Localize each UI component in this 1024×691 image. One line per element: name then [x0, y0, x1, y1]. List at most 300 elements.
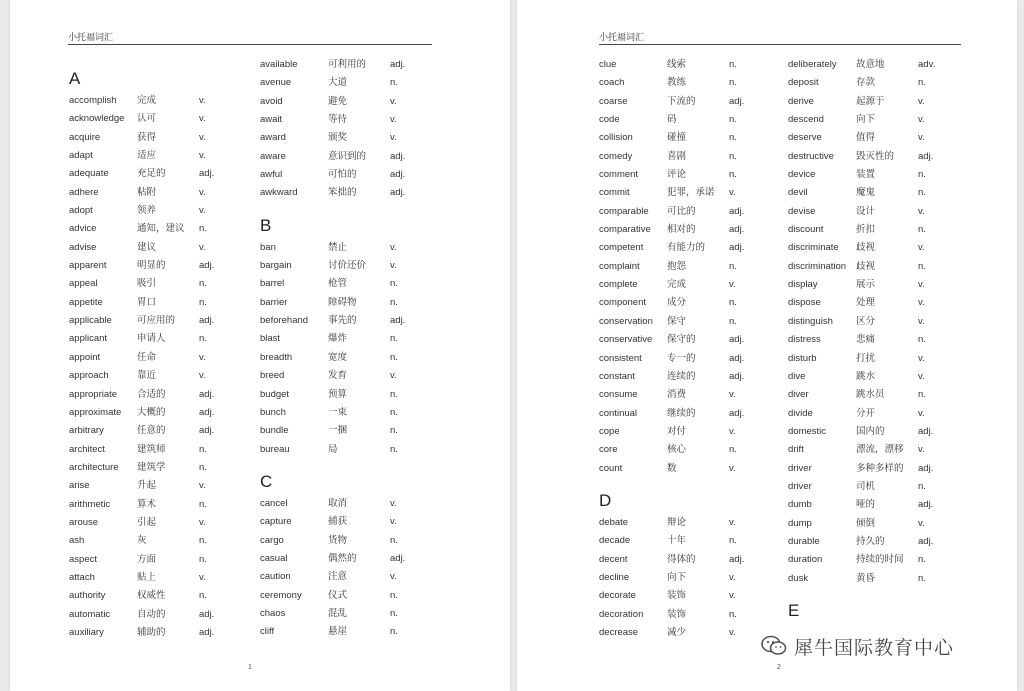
vocab-word: complete [599, 279, 638, 291]
vocab-pos: n. [199, 590, 207, 602]
vocab-row [599, 331, 769, 349]
header-rule [68, 44, 432, 45]
vocab-meaning: 讨价还价 [328, 260, 367, 272]
vocab-pos: n. [918, 480, 926, 492]
vocab-pos: v. [199, 571, 206, 583]
vocab-pos: n. [729, 59, 737, 70]
vocab-word: bureau [260, 443, 290, 455]
vocab-meaning: 核心 [667, 444, 687, 456]
vocab-meaning: 申请人 [137, 333, 166, 345]
vocab-meaning: 笨拙的 [328, 187, 357, 199]
vocab-word: available [260, 59, 298, 70]
vocab-pos: n. [729, 150, 737, 162]
vocab-pos: adj. [729, 407, 745, 419]
vocab-row [788, 184, 963, 202]
vocab-meaning: 有能力的 [667, 242, 706, 254]
vocab-word: award [260, 132, 286, 144]
vocab-meaning: 可比的 [667, 205, 696, 217]
document-page-1 [10, 0, 510, 691]
vocab-row [599, 74, 769, 92]
vocab-row [69, 92, 239, 110]
vocab-row [260, 422, 430, 440]
vocab-meaning: 下流的 [667, 95, 696, 107]
vocab-pos: adj. [918, 425, 934, 437]
vocab-word: architect [69, 443, 105, 455]
vocab-pos: n. [390, 589, 398, 601]
vocab-pos: n. [199, 223, 207, 235]
vocab-word: dive [788, 370, 806, 382]
vocab-pos: adj. [199, 608, 215, 620]
vocab-meaning: 多种多样的 [856, 462, 904, 474]
vocab-meaning: 仪式 [328, 589, 348, 601]
vocab-word: accomplish [69, 95, 117, 106]
vocab-pos: n. [729, 315, 737, 327]
vocab-word: code [599, 114, 620, 126]
vocab-row [69, 386, 239, 404]
vocab-meaning: 自动的 [137, 608, 166, 620]
vocab-word: architecture [69, 461, 119, 473]
vocab-pos: adj. [729, 370, 745, 382]
vocab-word: decorate [599, 590, 636, 602]
vocab-word: collision [599, 132, 633, 144]
vocab-row [788, 294, 963, 312]
vocab-row [260, 386, 430, 404]
vocab-pos: n. [390, 607, 398, 619]
vocab-word: discriminate [788, 242, 839, 254]
vocab-pos: adj. [390, 150, 406, 162]
vocab-row [260, 129, 430, 147]
vocab-pos: v. [918, 242, 925, 254]
vocab-meaning: 处理 [856, 297, 876, 309]
vocab-meaning: 灰 [137, 535, 147, 547]
vocab-row [788, 129, 963, 147]
vocab-word: distress [788, 334, 821, 346]
vocab-row [599, 239, 769, 257]
vocab-meaning: 认可 [137, 113, 157, 125]
vocab-row [260, 532, 430, 550]
vocab-row [599, 587, 769, 605]
vocab-row [599, 606, 769, 624]
vocab-word: duration [788, 554, 823, 566]
vocab-meaning: 折扣 [856, 224, 876, 236]
vocab-meaning: 完成 [137, 95, 157, 106]
vocab-row [788, 74, 963, 92]
vocab-row [599, 386, 769, 404]
vocab-word: decent [599, 553, 628, 565]
vocab-word: clue [599, 59, 617, 70]
vocab-meaning: 抱怨 [667, 260, 687, 272]
vocab-row [260, 404, 430, 422]
vocab-meaning: 喜剧 [667, 150, 687, 162]
vocab-pos: v. [729, 626, 736, 638]
vocab-row [69, 532, 239, 550]
vocab-row [69, 349, 239, 367]
vocab-meaning: 教练 [667, 77, 687, 89]
vocab-word: core [599, 444, 618, 456]
vocab-row [69, 459, 239, 477]
vocab-word: consume [599, 389, 638, 401]
vocab-meaning: 混乱 [328, 607, 348, 619]
vocab-row [599, 313, 769, 331]
vocab-meaning: 碰撞 [667, 132, 687, 144]
vocab-word: bundle [260, 425, 289, 437]
vocab-row [260, 148, 430, 166]
vocab-pos: adj. [729, 205, 745, 217]
vocab-meaning: 跳水 [856, 370, 876, 382]
vocab-row [260, 312, 430, 330]
vocab-row [260, 74, 430, 92]
vocab-meaning: 等待 [328, 114, 348, 126]
vocab-row [599, 111, 769, 129]
vocab-meaning: 明显的 [137, 260, 166, 272]
vocab-pos: v. [390, 114, 397, 126]
vocab-meaning: 存款 [856, 77, 876, 89]
vocab-pos: n. [199, 498, 207, 510]
vocab-row [788, 93, 963, 111]
vocab-row [788, 221, 963, 239]
vocab-meaning: 大概的 [137, 406, 166, 418]
watermark [760, 631, 954, 661]
vocab-pos: v. [199, 95, 206, 106]
vocab-word: coarse [599, 95, 628, 107]
vocab-meaning: 充足的 [137, 168, 166, 180]
vocab-meaning: 持续的时间 [856, 554, 904, 566]
vocab-row [69, 367, 239, 385]
vocab-row [260, 367, 430, 385]
vocab-row [788, 56, 963, 74]
vocab-pos: v. [390, 260, 397, 272]
vocab-row [599, 203, 769, 221]
vocab-meaning: 胃口 [137, 296, 157, 308]
vocab-word: appoint [69, 351, 101, 363]
vocab-row [788, 203, 963, 221]
vocab-pos: adj. [729, 224, 745, 236]
vocab-pos: v. [918, 132, 925, 144]
vocab-column [599, 56, 769, 642]
vocab-meaning: 建筑学 [137, 461, 166, 473]
vocab-meaning: 展示 [856, 279, 876, 291]
vocab-word: destructive [788, 150, 834, 162]
section-letter: A [69, 69, 81, 88]
vocab-pos: n. [390, 534, 398, 546]
vocab-row [788, 258, 963, 276]
vocab-row [260, 441, 430, 459]
vocab-word: adapt [69, 150, 93, 162]
vocab-pos: n. [390, 388, 398, 400]
vocab-word: diver [788, 389, 809, 401]
vocab-pos: n. [199, 333, 207, 345]
vocab-meaning: 建筑师 [137, 443, 166, 455]
header-rule [599, 44, 961, 45]
vocab-meaning: 值得 [856, 132, 876, 144]
vocab-meaning: 保守 [667, 315, 687, 327]
vocab-meaning: 引起 [137, 516, 157, 528]
vocab-meaning: 爆炸 [328, 333, 348, 345]
vocab-pos: n. [918, 572, 926, 584]
vocab-meaning: 数 [667, 462, 677, 474]
document-page-2 [517, 0, 1017, 691]
vocab-meaning: 打扰 [856, 352, 876, 364]
vocab-word: adopt [69, 205, 93, 217]
vocab-row [788, 478, 963, 496]
vocab-pos: v. [729, 187, 736, 199]
vocab-word: adhere [69, 186, 99, 198]
vocab-meaning: 权威性 [137, 590, 166, 602]
vocab-word: approach [69, 370, 109, 382]
vocab-word: barrel [260, 278, 285, 290]
vocab-meaning: 预算 [328, 388, 348, 400]
vocab-meaning: 黄昏 [856, 572, 876, 584]
vocab-pos: v. [729, 425, 736, 437]
vocab-meaning: 大道 [328, 77, 348, 89]
section-spacer [260, 459, 430, 469]
vocab-row [69, 165, 239, 183]
vocab-word: arouse [69, 516, 99, 528]
vocab-word: discount [788, 224, 824, 236]
vocab-pos: v. [918, 95, 925, 107]
vocab-meaning: 可利用的 [328, 59, 367, 70]
vocab-pos: v. [199, 150, 206, 162]
vocab-row [260, 513, 430, 531]
vocab-word: approximate [69, 406, 122, 418]
vocab-word: coach [599, 77, 625, 89]
vocab-word: decade [599, 535, 631, 547]
vocab-meaning: 算术 [137, 498, 157, 510]
vocab-row [69, 110, 239, 128]
vocab-pos: adj. [199, 406, 215, 418]
page-number: 2 [777, 664, 781, 671]
vocab-meaning: 任意的 [137, 425, 166, 437]
vocab-pos: n. [729, 77, 737, 89]
vocab-meaning: 一束 [328, 406, 348, 418]
vocab-word: durable [788, 535, 820, 547]
vocab-word: auxiliary [69, 626, 104, 638]
vocab-row [788, 331, 963, 349]
vocab-word: drift [788, 444, 804, 456]
vocab-pos: v. [918, 352, 925, 364]
vocab-meaning: 歧视 [856, 260, 876, 272]
vocab-word: cliff [260, 626, 275, 638]
vocab-word: blast [260, 333, 281, 345]
vocab-word: dusk [788, 572, 809, 584]
vocab-word: component [599, 297, 647, 309]
vocab-column [69, 66, 239, 642]
vocab-pos: v. [918, 297, 925, 309]
vocab-meaning: 歧视 [856, 242, 876, 254]
vocab-meaning: 设计 [856, 205, 876, 217]
vocab-word: capture [260, 516, 292, 528]
vocab-pos: n. [729, 114, 737, 126]
vocab-pos: n. [199, 553, 207, 565]
vocab-row [260, 587, 430, 605]
vocab-row [69, 330, 239, 348]
vocab-word: divide [788, 407, 813, 419]
vocab-word: decoration [599, 608, 644, 620]
vocab-row [69, 441, 239, 459]
vocab-row [69, 514, 239, 532]
section-spacer [788, 588, 963, 598]
vocab-word: comparative [599, 224, 651, 236]
vocab-row [69, 129, 239, 147]
vocab-meaning: 意识到的 [328, 150, 367, 162]
vocab-row [788, 570, 963, 588]
vocab-pos: v. [918, 407, 925, 419]
vocab-word: budget [260, 388, 290, 400]
vocab-pos: v. [199, 516, 206, 528]
vocab-word: acquire [69, 131, 101, 143]
vocab-row [599, 93, 769, 111]
vocab-row [788, 148, 963, 166]
vocab-meaning: 禁止 [328, 241, 348, 253]
vocab-pos: v. [918, 517, 925, 529]
vocab-meaning: 向下 [667, 571, 687, 583]
vocab-word: competent [599, 242, 644, 254]
vocab-meaning: 适应 [137, 150, 157, 162]
vocab-meaning: 保守的 [667, 334, 696, 346]
vocab-meaning: 犯罪，承诺 [667, 187, 715, 199]
vocab-meaning: 跳水员 [856, 389, 885, 401]
vocab-word: cope [599, 425, 620, 437]
vocab-word: comment [599, 169, 639, 181]
vocab-pos: v. [199, 370, 206, 382]
vocab-row [260, 294, 430, 312]
vocab-meaning: 辩论 [667, 516, 687, 528]
vocab-row [260, 275, 430, 293]
vocab-row [788, 460, 963, 478]
vocab-word: commit [599, 187, 630, 199]
vocab-pos: adj. [199, 388, 215, 400]
vocab-meaning: 装置 [856, 169, 876, 181]
vocab-meaning: 任命 [137, 351, 157, 363]
vocab-pos: v. [918, 315, 925, 327]
vocab-word: deserve [788, 132, 822, 144]
vocab-row [599, 258, 769, 276]
wechat-icon [760, 634, 788, 658]
vocab-meaning: 相对的 [667, 224, 696, 236]
vocab-meaning: 靠近 [137, 370, 157, 382]
vocab-word: appropriate [69, 388, 118, 400]
vocab-row [69, 202, 239, 220]
vocab-meaning: 货物 [328, 534, 348, 546]
vocab-meaning: 合适的 [137, 388, 166, 400]
vocab-pos: v. [918, 114, 925, 126]
vocab-row [599, 294, 769, 312]
vocab-row [599, 368, 769, 386]
section-letter: E [788, 600, 800, 620]
vocab-pos: v. [390, 370, 397, 382]
vocab-pos: v. [390, 497, 397, 509]
vocab-row [788, 515, 963, 533]
vocab-row [69, 312, 239, 330]
vocab-meaning: 码 [667, 114, 677, 126]
vocab-pos: adj. [918, 150, 934, 162]
vocab-word: deposit [788, 77, 819, 89]
vocab-meaning: 注意 [328, 571, 348, 583]
vocab-word: display [788, 279, 818, 291]
vocab-word: count [599, 462, 623, 474]
vocab-row [788, 405, 963, 423]
vocab-word: continual [599, 407, 638, 419]
vocab-pos: v. [729, 571, 736, 583]
vocab-pos: v. [199, 186, 206, 198]
vocab-meaning: 避免 [328, 95, 348, 107]
vocab-meaning: 颁奖 [328, 132, 348, 144]
vocab-row [69, 404, 239, 422]
vocab-pos: adj. [729, 352, 745, 364]
vocab-word: driver [788, 480, 812, 492]
vocab-pos: n. [390, 278, 398, 290]
vocab-word: appeal [69, 278, 98, 290]
vocab-word: await [260, 114, 283, 126]
vocab-meaning: 吸引 [137, 278, 157, 290]
vocab-pos: n. [199, 461, 207, 473]
vocab-meaning: 继续的 [667, 407, 696, 419]
vocab-meaning: 专一的 [667, 352, 696, 364]
vocab-word: devise [788, 205, 816, 217]
vocab-pos: n. [390, 351, 398, 363]
vocab-word: decrease [599, 626, 639, 638]
vocab-row [69, 275, 239, 293]
vocab-pos: n. [390, 77, 398, 89]
vocab-word: conservation [599, 315, 653, 327]
vocab-row [788, 313, 963, 331]
vocab-word: barrier [260, 296, 288, 308]
vocab-pos: v. [199, 480, 206, 492]
vocab-meaning: 升起 [137, 480, 157, 492]
vocab-pos: n. [729, 608, 737, 620]
vocab-word: ban [260, 241, 276, 253]
vocab-meaning: 倾倒 [856, 517, 876, 529]
vocab-pos: adj. [199, 626, 215, 638]
vocab-row [599, 423, 769, 441]
page-header: 小托福词汇 [599, 32, 645, 42]
vocab-pos: v. [199, 241, 206, 253]
vocab-meaning: 枪管 [328, 278, 348, 290]
vocab-meaning: 评论 [667, 169, 687, 181]
vocab-word: acknowledge [69, 113, 125, 125]
vocab-word: attach [69, 571, 95, 583]
vocab-word: cargo [260, 534, 284, 546]
vocab-pos: v. [199, 205, 206, 217]
vocab-pos: n. [918, 260, 926, 272]
vocab-meaning: 起源于 [856, 95, 885, 107]
vocab-pos: adj. [390, 315, 406, 327]
vocab-pos: v. [729, 462, 736, 474]
vocab-word: conservative [599, 334, 653, 346]
vocab-pos: n. [918, 77, 926, 89]
vocab-row [260, 495, 430, 513]
vocab-meaning: 通知，建议 [137, 223, 185, 235]
vocab-pos: v. [390, 516, 397, 528]
vocab-word: decline [599, 571, 630, 583]
section-letter: D [599, 490, 612, 510]
vocab-row [788, 496, 963, 514]
vocab-row [599, 129, 769, 147]
vocab-meaning: 发育 [328, 370, 348, 382]
vocab-row [260, 330, 430, 348]
vocab-row [260, 56, 430, 74]
vocab-meaning: 方面 [137, 553, 157, 565]
vocab-pos: v. [390, 571, 397, 583]
vocab-pos: n. [390, 443, 398, 455]
vocab-row [69, 624, 239, 642]
vocab-pos: v. [918, 444, 925, 456]
vocab-meaning: 一捆 [328, 425, 348, 437]
vocab-meaning: 魔鬼 [856, 187, 876, 199]
vocab-pos: n. [390, 626, 398, 638]
vocab-meaning: 障碍物 [328, 296, 357, 308]
vocab-word: deliberately [788, 59, 837, 70]
